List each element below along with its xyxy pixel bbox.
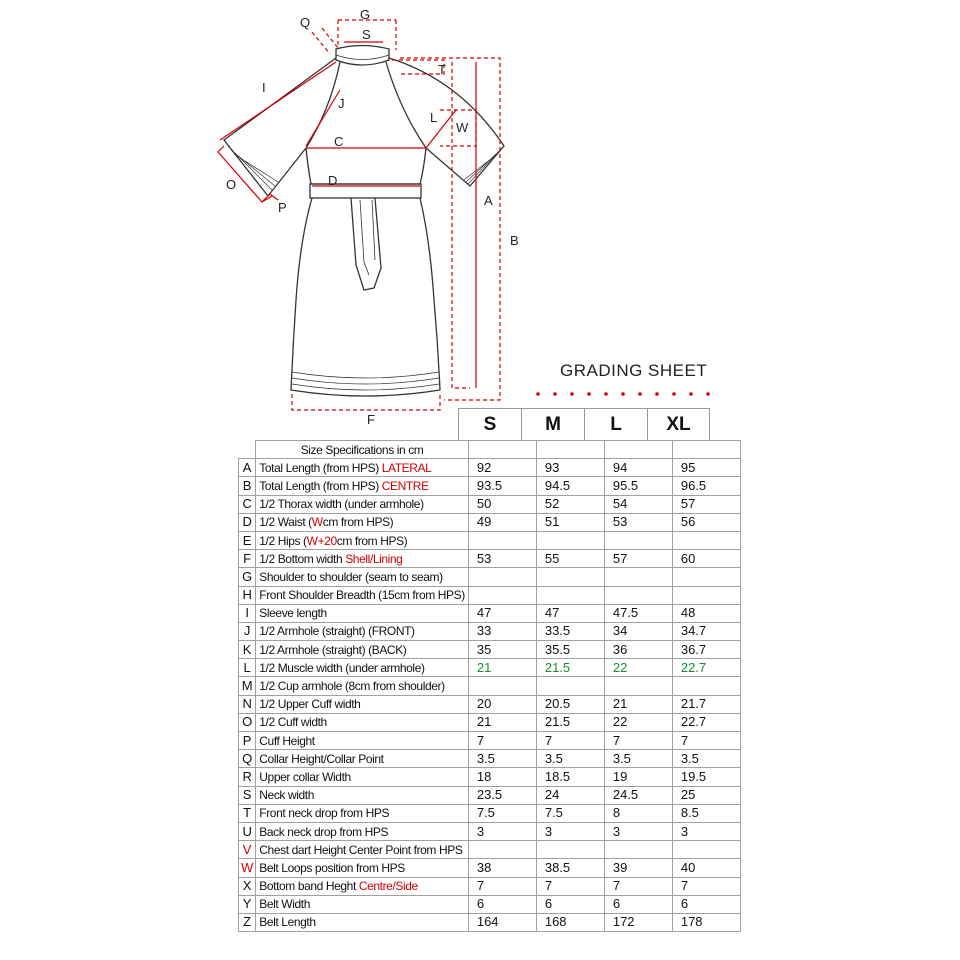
row-code: B	[239, 477, 256, 495]
value-cell-s: 3	[468, 822, 536, 840]
value-cell-m: 55	[536, 550, 604, 568]
table-row	[239, 877, 741, 895]
description-part: Front Shoulder Breadth (15cm from HPS)	[259, 588, 465, 603]
value-cell-s: 23.5	[468, 786, 536, 804]
value-cell-s	[468, 677, 536, 695]
row-description	[256, 659, 469, 677]
row-code: M	[239, 677, 256, 695]
table-row	[239, 531, 741, 549]
value-cell-m: 7	[536, 732, 604, 750]
row-description	[256, 513, 469, 531]
value-cell-l	[604, 531, 672, 549]
dotted-divider	[535, 390, 715, 398]
value-cell-s: 7	[468, 732, 536, 750]
row-code: Q	[239, 750, 256, 768]
value-cell-l: 6	[604, 895, 672, 913]
row-description	[256, 695, 469, 713]
row-code: G	[239, 568, 256, 586]
description-part: 1/2 Armhole (straight) (FRONT)	[259, 624, 415, 639]
row-description	[256, 531, 469, 549]
description-part: Shell/Lining	[345, 551, 403, 566]
description-part: W	[311, 515, 323, 530]
label-t: T	[438, 62, 446, 77]
table-row	[239, 604, 741, 622]
row-description	[256, 822, 469, 840]
table-row	[239, 859, 741, 877]
value-cell-s: 92	[468, 459, 536, 477]
label-i: I	[262, 80, 266, 95]
value-cell-l: 47.5	[604, 604, 672, 622]
value-cell-s: 49	[468, 513, 536, 531]
value-cell-l: 34	[604, 622, 672, 640]
value-cell-m: 38.5	[536, 859, 604, 877]
label-o: O	[226, 177, 237, 192]
value-cell-xl	[672, 531, 740, 549]
value-cell-m: 94.5	[536, 477, 604, 495]
row-description	[256, 786, 469, 804]
size-xl-header: XL	[647, 408, 710, 440]
description-part: 1/2 Thorax width (under armhole)	[259, 497, 424, 512]
value-cell-m: 20.5	[536, 695, 604, 713]
size-s-header: S	[458, 408, 521, 440]
value-cell-xl: 36.7	[672, 641, 740, 659]
label-p: P	[278, 200, 287, 215]
value-cell-l: 95.5	[604, 477, 672, 495]
label-q: Q	[300, 15, 311, 30]
value-cell-xl: 22.7	[672, 713, 740, 731]
row-description	[256, 768, 469, 786]
row-code: V	[239, 841, 256, 859]
value-cell-s: 164	[468, 913, 536, 931]
label-d: D	[328, 173, 338, 188]
label-w: W	[456, 120, 469, 135]
value-cell-xl: 60	[672, 550, 740, 568]
label-a: A	[484, 193, 493, 208]
value-cell-s: 7.5	[468, 804, 536, 822]
value-cell-m: 33.5	[536, 622, 604, 640]
value-cell-l: 36	[604, 641, 672, 659]
value-cell-l: 94	[604, 459, 672, 477]
description-part: 1/2 Cuff width	[259, 715, 327, 730]
value-cell-xl: 40	[672, 859, 740, 877]
value-cell-s: 50	[468, 495, 536, 513]
grading-sheet-title: GRADING SHEET	[560, 361, 708, 380]
table-row	[239, 786, 741, 804]
value-cell-xl	[672, 677, 740, 695]
value-cell-l: 53	[604, 513, 672, 531]
row-description	[256, 877, 469, 895]
value-cell-s: 18	[468, 768, 536, 786]
value-cell-s	[468, 568, 536, 586]
row-description	[256, 804, 469, 822]
table-row	[239, 913, 741, 931]
value-cell-l: 3	[604, 822, 672, 840]
table-row	[239, 550, 741, 568]
value-cell-xl: 8.5	[672, 804, 740, 822]
value-cell-s: 7	[468, 877, 536, 895]
value-cell-xl: 96.5	[672, 477, 740, 495]
table-row	[239, 677, 741, 695]
row-code: Y	[239, 895, 256, 913]
row-code: E	[239, 531, 256, 549]
row-code: U	[239, 822, 256, 840]
value-cell-l: 39	[604, 859, 672, 877]
table-title: Size Specifications in cm	[256, 441, 469, 459]
value-cell-xl: 95	[672, 459, 740, 477]
value-cell-m: 18.5	[536, 768, 604, 786]
size-m-header: M	[521, 408, 584, 440]
row-code: T	[239, 804, 256, 822]
value-cell-s: 21	[468, 659, 536, 677]
value-cell-s: 6	[468, 895, 536, 913]
value-cell-m	[536, 531, 604, 549]
description-part: Belt Loops position from HPS	[259, 860, 405, 875]
description-part: Shoulder to shoulder (seam to seam)	[259, 569, 443, 584]
description-part: 1/2 Hips (	[259, 533, 307, 548]
value-cell-l	[604, 586, 672, 604]
table-row	[239, 513, 741, 531]
description-part: Bottom band Heght	[259, 879, 359, 894]
value-cell-xl: 3.5	[672, 750, 740, 768]
table-row	[239, 459, 741, 477]
description-part: Total Length (from HPS)	[259, 460, 382, 475]
value-cell-xl: 7	[672, 877, 740, 895]
value-cell-m: 93	[536, 459, 604, 477]
value-cell-s: 3.5	[468, 750, 536, 768]
label-l: L	[430, 110, 438, 125]
table-row	[239, 622, 741, 640]
value-cell-m	[536, 568, 604, 586]
row-code: A	[239, 459, 256, 477]
table-row	[239, 822, 741, 840]
description-part: LATERAL	[381, 460, 432, 475]
value-cell-s: 47	[468, 604, 536, 622]
value-cell-xl	[672, 586, 740, 604]
value-cell-xl: 3	[672, 822, 740, 840]
label-c: C	[334, 134, 344, 149]
row-description	[256, 604, 469, 622]
row-code: D	[239, 513, 256, 531]
description-part: Belt Length	[259, 915, 316, 930]
row-description	[256, 713, 469, 731]
row-description	[256, 859, 469, 877]
table-row	[239, 641, 741, 659]
value-cell-l: 172	[604, 913, 672, 931]
value-cell-xl: 7	[672, 732, 740, 750]
value-cell-m: 24	[536, 786, 604, 804]
description-part: Chest dart Height Center Point from HPS	[259, 842, 463, 857]
value-cell-l: 8	[604, 804, 672, 822]
row-code: H	[239, 586, 256, 604]
value-cell-l: 19	[604, 768, 672, 786]
description-part: Neck width	[259, 788, 314, 803]
description-part: Collar Height/Collar Point	[259, 751, 384, 766]
table-row	[239, 495, 741, 513]
table-row	[239, 568, 741, 586]
row-code: J	[239, 622, 256, 640]
value-cell-l: 24.5	[604, 786, 672, 804]
description-part: cm from HPS)	[322, 515, 394, 530]
value-cell-m: 3.5	[536, 750, 604, 768]
label-s: S	[362, 27, 371, 42]
row-code: O	[239, 713, 256, 731]
value-cell-xl	[672, 568, 740, 586]
row-code: W	[239, 859, 256, 877]
value-cell-m: 7.5	[536, 804, 604, 822]
description-part: Upper collar Width	[259, 769, 351, 784]
value-cell-xl: 25	[672, 786, 740, 804]
row-code: X	[239, 877, 256, 895]
value-cell-xl: 6	[672, 895, 740, 913]
value-cell-xl: 57	[672, 495, 740, 513]
value-cell-xl: 21.7	[672, 695, 740, 713]
row-description	[256, 641, 469, 659]
value-cell-m	[536, 677, 604, 695]
description-part: 1/2 Upper Cuff width	[259, 697, 361, 712]
value-cell-s: 33	[468, 622, 536, 640]
value-cell-l: 54	[604, 495, 672, 513]
row-description	[256, 622, 469, 640]
value-cell-m: 21.5	[536, 713, 604, 731]
row-code: N	[239, 695, 256, 713]
table-header-row	[239, 441, 741, 459]
label-j: J	[338, 96, 345, 111]
description-part: CENTRE	[381, 478, 429, 493]
value-cell-m	[536, 841, 604, 859]
row-code: K	[239, 641, 256, 659]
row-code: S	[239, 786, 256, 804]
row-code: R	[239, 768, 256, 786]
row-description	[256, 677, 469, 695]
value-cell-s	[468, 586, 536, 604]
table-row	[239, 659, 741, 677]
value-cell-l	[604, 677, 672, 695]
row-description	[256, 586, 469, 604]
description-part: Cuff Height	[259, 733, 315, 748]
value-cell-s: 38	[468, 859, 536, 877]
row-description	[256, 841, 469, 859]
row-code: L	[239, 659, 256, 677]
value-cell-m: 21.5	[536, 659, 604, 677]
value-cell-xl	[672, 841, 740, 859]
value-cell-s: 53	[468, 550, 536, 568]
size-header	[458, 408, 710, 440]
size-l-header: L	[584, 408, 647, 440]
value-cell-m: 47	[536, 604, 604, 622]
value-cell-l: 3.5	[604, 750, 672, 768]
row-description	[256, 550, 469, 568]
value-cell-l: 57	[604, 550, 672, 568]
value-cell-m: 35.5	[536, 641, 604, 659]
row-description	[256, 459, 469, 477]
description-part: 1/2 Cup armhole (8cm from shoulder)	[259, 679, 445, 694]
row-code: C	[239, 495, 256, 513]
table-row	[239, 750, 741, 768]
value-cell-xl: 34.7	[672, 622, 740, 640]
description-part: Front neck drop from HPS	[259, 806, 390, 821]
table-row	[239, 768, 741, 786]
description-part: Back neck drop from HPS	[259, 824, 389, 839]
description-part: 1/2 Waist (	[259, 515, 312, 530]
value-cell-l: 21	[604, 695, 672, 713]
table-row	[239, 695, 741, 713]
value-cell-s: 20	[468, 695, 536, 713]
row-description	[256, 732, 469, 750]
table-row	[239, 804, 741, 822]
description-part: 1/2 Muscle width (under armhole)	[259, 660, 425, 675]
row-description	[256, 495, 469, 513]
description-part: 1/2 Armhole (straight) (BACK)	[259, 642, 407, 657]
value-cell-l: 7	[604, 732, 672, 750]
value-cell-m: 168	[536, 913, 604, 931]
garment-technical-drawing	[0, 0, 960, 420]
table-row	[239, 895, 741, 913]
value-cell-m: 3	[536, 822, 604, 840]
table-row	[239, 841, 741, 859]
row-description	[256, 568, 469, 586]
value-cell-s: 21	[468, 713, 536, 731]
description-part: 1/2 Bottom width	[259, 551, 346, 566]
description-part: Total Length (from HPS)	[259, 478, 382, 493]
value-cell-m: 51	[536, 513, 604, 531]
size-spec-table	[238, 440, 741, 932]
table-row	[239, 586, 741, 604]
value-cell-xl: 178	[672, 913, 740, 931]
table-row	[239, 713, 741, 731]
value-cell-xl: 19.5	[672, 768, 740, 786]
label-b: B	[510, 233, 519, 248]
row-code: F	[239, 550, 256, 568]
row-description	[256, 895, 469, 913]
value-cell-s	[468, 841, 536, 859]
description-part: W+20	[306, 533, 337, 548]
value-cell-l: 22	[604, 659, 672, 677]
description-part: cm from HPS)	[336, 533, 408, 548]
table-row	[239, 477, 741, 495]
value-cell-xl: 48	[672, 604, 740, 622]
value-cell-m	[536, 586, 604, 604]
row-code: Z	[239, 913, 256, 931]
value-cell-xl: 22.7	[672, 659, 740, 677]
value-cell-l	[604, 841, 672, 859]
row-description	[256, 477, 469, 495]
label-f: F	[367, 412, 375, 427]
row-description	[256, 913, 469, 931]
value-cell-s: 35	[468, 641, 536, 659]
table-row	[239, 732, 741, 750]
value-cell-s: 93.5	[468, 477, 536, 495]
value-cell-xl: 56	[672, 513, 740, 531]
value-cell-l: 7	[604, 877, 672, 895]
description-part: Belt Width	[259, 897, 310, 912]
value-cell-m: 52	[536, 495, 604, 513]
row-code: I	[239, 604, 256, 622]
label-g: G	[360, 7, 371, 22]
row-description	[256, 750, 469, 768]
value-cell-m: 6	[536, 895, 604, 913]
value-cell-s	[468, 531, 536, 549]
value-cell-l	[604, 568, 672, 586]
row-code: P	[239, 732, 256, 750]
description-part: Centre/Side	[358, 879, 418, 894]
description-part: Sleeve length	[259, 606, 327, 621]
value-cell-m: 7	[536, 877, 604, 895]
value-cell-l: 22	[604, 713, 672, 731]
